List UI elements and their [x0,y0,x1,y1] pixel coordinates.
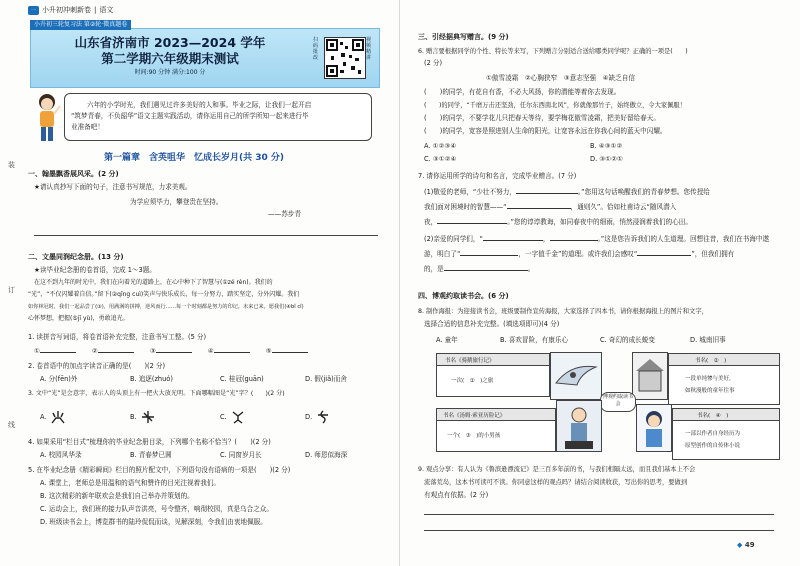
intro-line1: 六年的小学时光，我们遇见过许多美好的人和事。毕业之际，让我们一起开启 [87,101,312,109]
q6-score: (2 分) [424,59,443,67]
house-illustration [632,352,668,400]
girl-portrait-illustration [636,404,672,452]
glyph-c-icon [229,409,247,425]
book2-title[interactable]: 书名( ② ) [695,358,727,364]
q7-blank-3[interactable] [437,223,507,224]
question7: 7. 请你运用所学的诗句和名言，完成毕业赠言。(7 分) [418,172,577,180]
q7-blank-2[interactable] [507,208,571,209]
q7-blank-6[interactable] [460,255,518,256]
q4-option-b[interactable]: B. 青春梦已圆 [130,451,172,459]
q6-items: ①傲雪凌霜 ②心胸狭窄 ③意志坚强 ④缺乏自信 [486,74,635,82]
qr-code-icon[interactable] [324,37,366,79]
question5: 5. 在毕业纪念册《精彩瞬间》栏目的照片配文中，下列语句没有语病的一项是( )(2 分) [28,466,291,474]
question2: 2. 卷首语中的加点字读音正确的是( )(2 分) [28,362,166,370]
goose-illustration [550,352,602,400]
book4-title[interactable]: 书名( ④ ) [697,413,729,419]
q3-option-c[interactable]: C. [220,409,247,425]
glyph-a-icon [49,409,67,425]
question4: 4. 如果采用“栏目式”梳理你的毕业纪念册目录，下列哪个名称不恰当？( )(2 分) [28,438,271,446]
q7-part2-line3: 的，是 。 [424,265,535,273]
q8-option-d[interactable]: D. 城南旧事 [690,336,726,344]
q5-option-c[interactable]: C. 运动会上，我们班的接力队声音洪亮，号令整齐，响彻校园，真是乌合之众。 [40,505,273,513]
book-card-2 [668,353,780,405]
question1: 1. 读拼音写词语，将卷首语补充完整，注意书写工整。(5 分) [28,333,207,341]
intro-bubble [64,93,372,141]
chapter-title: 第一篇章 含英咀华 忆成长岁月(共 30 分) [104,153,285,163]
q8-option-c[interactable]: C. 奇幻的成长蜕变 [600,336,655,344]
section2-instruction: ★读毕业纪念册的卷首语，完成 1～3题。 [34,266,156,274]
book-card-3 [436,408,556,452]
intro-line2: “筑梦青春，不负韶华”语文主题实践活动，请你运用自己的所学所知一起来进行毕 [71,112,309,120]
section2-title: 二、文墨同润纪念册。(13 分) [28,253,124,261]
q7-part2-line1: (2)亲爱的同学们，“ ， 。”这是您告诉我们的人生道理。回想往昔，我们在书海中遨 [424,235,770,243]
q6-line-2: ( )的同学，“千磨万击还坚劲，任尔东西南北风”，你就像那竹子，始终傲立，令大家佩服！ [424,101,686,109]
q3-option-b[interactable]: B. [130,409,157,425]
q5-option-b[interactable]: B. 这次精彩的新年联欢会是我们自己举办并策划的。 [40,492,194,500]
q7-part2-line2: 游，明白了“ ，一字值千金”的道理。或许我们会感叹“ ”，但我们拥有 [424,250,735,258]
q4-option-c[interactable]: C. 同窗岁月长 [220,451,262,459]
q7-part1-line1: (1)敬爱的老师，“少壮不努力， 。”您用这句话唤醒我们的青春梦想。您传授给 [424,188,710,196]
q6-line-1: ( )的同学，有花自有香，不必大风扬，你的潜能等着你去发现。 [424,88,621,96]
q6-line-3: ( )的同学，不要学花儿只把春天等待，要学梅花傲雪凌霜，把美好留给春天。 [424,114,660,122]
book1-blank[interactable]: 一次( ① )之旅 [451,378,494,384]
answer-line-2[interactable] [424,530,774,531]
q6-option-c[interactable]: C. ③①②④ [424,155,457,163]
q3-option-a[interactable]: A. [40,409,67,425]
binding-mark-3: 线 [8,421,15,429]
book3-blank[interactable]: 一个( ③ )的小男孩 [447,433,501,439]
q2-option-d[interactable]: D. 假(jiǎ)而舍 [305,375,347,383]
writing-line[interactable] [34,235,378,236]
q6-line-4: ( )的同学，宽容是照进别人生命的阳光，让宽容永远在你我心间的蓝天中闪耀。 [424,127,667,135]
q6-option-b[interactable]: B. ④③①② [590,142,623,150]
q7-part1-line2: 我们面对困境时的智慧——“ ，通则久”。恰如杜甫诗云“随风潜入 [424,203,677,211]
book-card-4 [672,408,780,460]
student-illustration [32,92,62,144]
section4-title: 四、博观约取读书会。(6 分) [418,292,509,300]
q6-option-d[interactable]: D. ③①②① [590,155,623,163]
page-header [28,5,113,15]
book4-line2: 原型创作的自传体小说 [685,443,741,449]
glyph-d-icon [314,409,332,425]
q1-blank-1[interactable]: ① [34,347,76,356]
boy-illustration [556,400,602,452]
section3-title: 三、引经据典写赠言。(9 分) [418,33,509,41]
q7-blank-5[interactable] [550,240,598,241]
intro-line3: 业准备吧！ [71,123,104,131]
preface-line2: “光”，“不仅闪耀着自信。”留下(②qīng cuì)笑声与快乐成长，每一分努力，踏实坚定，分外闪耀。我们 [28,291,300,298]
preface-line1: 在这不到九年的时光中，我们在向着光的道路上，在心中种下了智慧与(①zé rèn)。我们的 [34,279,273,286]
q2-option-b[interactable]: B. 追逐(zhuó) [130,375,173,383]
book1-title: 书名《骑鹅旅行记》 [445,358,495,364]
question9-cont1: 流落荒岛，这本书可读可不读。你同意这样的观点吗？请结合阅读收获，写出你的思考，要做到 [424,478,688,486]
q8-option-b[interactable]: B. 喜欢冒险，有康乐心 [500,336,569,344]
qr-right-label: 视频精讲 [366,37,372,61]
q5-option-d[interactable]: D. 班级读书会上，博览群书的陆玲侃侃而谈，见解深刻，令我们由衷地佩服。 [40,518,267,526]
exam-title-line1: 山东省济南市 2023—2024 学年 [74,35,266,50]
preface-line3: 如你林冠时，我们一起品尝了(③)，用满满的拼搏，逆风而行……每一个时刻都是努力的印记。未来已来，愿我们(④bǐ cǐ) [28,303,304,310]
q1-blank-3[interactable]: ③ [150,347,192,356]
right-page [400,0,800,566]
q1-blank-2[interactable]: ② [92,347,134,356]
q1-blank-5[interactable]: ⑤ [266,347,308,356]
book3-title: 书名《汤姆·索亚历险记》 [443,413,506,419]
header-subject: 语文 [99,6,114,14]
q3-option-d[interactable]: D. [305,409,332,425]
glyph-b-icon [139,409,157,425]
book-card-1 [436,353,550,397]
banner-label: 小升初三轮复习法 第②轮·微真题卷 [30,20,131,30]
page-diamond-icon: ◆ [737,541,743,549]
q7-blank-8[interactable] [444,270,528,271]
header-separator: | [94,6,97,14]
book2-line2: 如秋漫般的童年往事 [685,388,735,394]
q2-option-c[interactable]: C. 桂冠(guān) [220,375,264,383]
exam-title-line2: 第二学期六年级期末测试 [101,51,239,66]
question9: 9. 观点分享：有人认为《鲁滨逊漂流记》是三百多年前的书，与我们相隔太远，而且我们基本上不会 [418,465,696,473]
q7-part1-line3: 夜， 。”您的谆谆教诲，如同春夜中的细雨，悄然浸润着我们的心田。 [424,218,692,226]
exam-info: 时间:90 分钟 满分:100 分 [134,69,206,76]
q5-option-a[interactable]: A. 课堂上，老师总是用温和的语气和赞许的目光注视着我们。 [40,479,221,487]
page-number: ◆ 49 [737,541,755,549]
question8-cont: 选择合适的信息补充完整。(填选项即可)(4 分) [424,320,560,328]
header-tag: 一 [28,6,39,15]
binding-mark-2: 订 [8,286,15,294]
question8: 8. 制作海报：为迎接读书会，班级要制作宣传海报，大家选择了四本书，请你根据海报上的图片和文字， [418,307,708,315]
q2-option-a[interactable]: A. 分(fēn)外 [40,375,78,383]
book4-line1: 一部以作者自身经历为 [685,431,741,437]
preface-line4: 心怀梦想，把握(⑤jī yù)，勇敢追光。 [28,315,129,322]
q4-option-a[interactable]: A. 校园风华录 [40,451,82,459]
binding-mark-1: 装 [8,161,15,169]
section1-instruction: ★请认真抄写下面的句子，注意书写规范，力求美观。 [34,183,192,191]
center-label: 博观约取读书会 [603,394,634,407]
qr-left-label: 扫码批改 [313,37,319,61]
q7-blank-1[interactable] [516,193,578,194]
q1-blanks [34,347,308,356]
center-badge [600,392,636,412]
q7-blank-7[interactable] [637,255,691,256]
question6: 6. 赠言要根据同学的个性、特长等来写，下列赠言分别适合送给哪类同学呢？正确的一项是( ) [418,47,688,55]
q8-option-a[interactable]: A. 童年 [436,336,458,344]
section1-author: ——苏步青 [268,210,301,218]
header-brand: 小升初冲刺新卷 [42,6,92,14]
q4-option-d[interactable]: D. 师恩似海深 [305,451,348,459]
answer-line-1[interactable] [424,514,774,515]
section1-quote: 为学应须毕力，攀登贵在坚持。 [130,198,223,206]
q1-blank-4[interactable]: ④ [208,347,250,356]
q6-option-a[interactable]: A. ①②③④ [424,142,457,150]
q7-blank-4[interactable] [483,240,543,241]
question3: 3. 文中“光”是会意字，表示人的头顶上有一把火大放光明。下面哪幅图是“光”字？( )(2 分) [28,389,285,397]
question9-cont2: 有观点有依据。(2 分) [424,491,489,499]
book2-line1: 一段单纯惨与美好， [685,376,735,382]
section1-title: 一、翰墨飘香展风采。(2 分) [28,170,119,178]
